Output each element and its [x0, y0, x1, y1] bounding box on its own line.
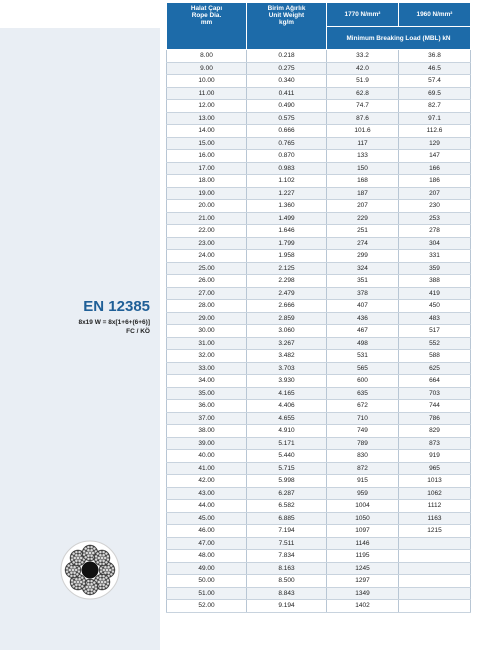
cell-mbl-1960: 450 — [399, 300, 471, 313]
cell-diameter: 47.00 — [167, 537, 247, 550]
cell-mbl-1770: 351 — [327, 275, 399, 288]
cell-diameter: 20.00 — [167, 200, 247, 213]
cell-diameter: 49.00 — [167, 562, 247, 575]
cell-diameter: 19.00 — [167, 187, 247, 200]
cell-weight: 6.582 — [247, 500, 327, 513]
cell-mbl-1770: 407 — [327, 300, 399, 313]
cell-weight: 1.360 — [247, 200, 327, 213]
cell-weight: 7.194 — [247, 525, 327, 538]
cell-mbl-1770: 150 — [327, 162, 399, 175]
cell-mbl-1960: 552 — [399, 337, 471, 350]
cell-weight: 3.930 — [247, 375, 327, 388]
table-row — [167, 350, 471, 363]
table-row — [167, 50, 471, 63]
cell-diameter: 29.00 — [167, 312, 247, 325]
table-row — [167, 387, 471, 400]
cell-mbl-1960: 664 — [399, 375, 471, 388]
table-row — [167, 362, 471, 375]
cell-mbl-1960: 253 — [399, 212, 471, 225]
cell-mbl-1770: 324 — [327, 262, 399, 275]
table-row — [167, 437, 471, 450]
cell-diameter: 37.00 — [167, 412, 247, 425]
table-row — [167, 537, 471, 550]
table-row — [167, 375, 471, 388]
cell-mbl-1770: 1146 — [327, 537, 399, 550]
cell-mbl-1770: 565 — [327, 362, 399, 375]
cell-diameter: 10.00 — [167, 75, 247, 88]
cell-mbl-1960: 388 — [399, 275, 471, 288]
cell-mbl-1960: 36.8 — [399, 50, 471, 63]
cell-diameter: 12.00 — [167, 100, 247, 113]
cell-diameter: 42.00 — [167, 475, 247, 488]
cell-weight: 0.490 — [247, 100, 327, 113]
table-row — [167, 312, 471, 325]
cell-mbl-1770: 1402 — [327, 600, 399, 613]
cell-diameter: 15.00 — [167, 137, 247, 150]
cell-mbl-1770: 1297 — [327, 575, 399, 588]
cell-weight: 2.479 — [247, 287, 327, 300]
cell-diameter: 13.00 — [167, 112, 247, 125]
cell-mbl-1770: 62.8 — [327, 87, 399, 100]
construction-spec — [78, 318, 150, 336]
cell-diameter: 50.00 — [167, 575, 247, 588]
cell-mbl-1960 — [399, 575, 471, 588]
cell-mbl-1770: 789 — [327, 437, 399, 450]
table-row — [167, 212, 471, 225]
cell-mbl-1770: 600 — [327, 375, 399, 388]
table-row — [167, 300, 471, 313]
cell-weight: 1.646 — [247, 225, 327, 238]
cell-mbl-1960 — [399, 550, 471, 563]
cell-mbl-1770: 749 — [327, 425, 399, 438]
cell-mbl-1960: 278 — [399, 225, 471, 238]
cell-mbl-1770: 498 — [327, 337, 399, 350]
cell-mbl-1960 — [399, 562, 471, 575]
cell-diameter: 45.00 — [167, 512, 247, 525]
cell-mbl-1960: 703 — [399, 387, 471, 400]
cell-weight: 2.298 — [247, 275, 327, 288]
cell-mbl-1960: 112.6 — [399, 125, 471, 138]
cell-mbl-1770: 635 — [327, 387, 399, 400]
cell-diameter: 8.00 — [167, 50, 247, 63]
cell-mbl-1770: 1245 — [327, 562, 399, 575]
table-row — [167, 287, 471, 300]
cell-mbl-1770: 436 — [327, 312, 399, 325]
cell-diameter: 25.00 — [167, 262, 247, 275]
cell-weight: 0.411 — [247, 87, 327, 100]
cell-mbl-1770: 378 — [327, 287, 399, 300]
table-row — [167, 337, 471, 350]
wire-rope-cross-section-icon — [60, 540, 120, 600]
cell-diameter: 30.00 — [167, 325, 247, 338]
cell-diameter: 52.00 — [167, 600, 247, 613]
cell-mbl-1770: 531 — [327, 350, 399, 363]
cell-weight: 4.165 — [247, 387, 327, 400]
cell-diameter: 41.00 — [167, 462, 247, 475]
header-grade-1770: 1770 N/mm² — [327, 3, 399, 27]
cell-diameter: 40.00 — [167, 450, 247, 463]
table-row — [167, 262, 471, 275]
cell-diameter: 33.00 — [167, 362, 247, 375]
cell-mbl-1770: 830 — [327, 450, 399, 463]
cell-diameter: 44.00 — [167, 500, 247, 513]
cell-weight: 1.958 — [247, 250, 327, 263]
header-mbl: Minimum Breaking Load (MBL) kN — [327, 27, 471, 50]
cell-weight: 3.482 — [247, 350, 327, 363]
table-row — [167, 162, 471, 175]
cell-mbl-1960: 873 — [399, 437, 471, 450]
table-row — [167, 250, 471, 263]
table-row — [167, 237, 471, 250]
cell-mbl-1770: 87.6 — [327, 112, 399, 125]
cell-diameter: 31.00 — [167, 337, 247, 350]
cell-weight: 0.340 — [247, 75, 327, 88]
cell-diameter: 36.00 — [167, 400, 247, 413]
cell-mbl-1960: 744 — [399, 400, 471, 413]
cell-weight: 0.765 — [247, 137, 327, 150]
cell-mbl-1960: 57.4 — [399, 75, 471, 88]
cell-weight: 0.575 — [247, 112, 327, 125]
cell-weight: 3.060 — [247, 325, 327, 338]
cell-mbl-1960: 517 — [399, 325, 471, 338]
table-row — [167, 412, 471, 425]
table-row — [167, 562, 471, 575]
table-row — [167, 75, 471, 88]
breaking-load-table-container — [166, 2, 470, 613]
cell-mbl-1960: 1112 — [399, 500, 471, 513]
cell-mbl-1960: 230 — [399, 200, 471, 213]
info-panel — [0, 28, 160, 650]
cell-weight: 5.715 — [247, 462, 327, 475]
cell-mbl-1770: 1195 — [327, 550, 399, 563]
table-row — [167, 587, 471, 600]
cell-mbl-1960: 304 — [399, 237, 471, 250]
cell-diameter: 46.00 — [167, 525, 247, 538]
cell-weight: 4.910 — [247, 425, 327, 438]
cell-mbl-1770: 299 — [327, 250, 399, 263]
cell-mbl-1770: 710 — [327, 412, 399, 425]
cell-mbl-1960 — [399, 537, 471, 550]
cell-mbl-1960: 1062 — [399, 487, 471, 500]
cell-mbl-1770: 959 — [327, 487, 399, 500]
cell-weight: 8.500 — [247, 575, 327, 588]
cell-weight: 1.799 — [247, 237, 327, 250]
cell-weight: 2.859 — [247, 312, 327, 325]
cell-weight: 5.171 — [247, 437, 327, 450]
table-row — [167, 125, 471, 138]
cell-mbl-1770: 1050 — [327, 512, 399, 525]
table-row — [167, 600, 471, 613]
cell-weight: 7.834 — [247, 550, 327, 563]
cell-mbl-1960: 359 — [399, 262, 471, 275]
table-row — [167, 87, 471, 100]
cell-diameter: 16.00 — [167, 150, 247, 163]
cell-mbl-1960: 129 — [399, 137, 471, 150]
cell-diameter: 38.00 — [167, 425, 247, 438]
cell-diameter: 24.00 — [167, 250, 247, 263]
header-unit-weight: Birim Ağırlık Unit Weight kg/m — [247, 3, 327, 50]
cell-weight: 7.511 — [247, 537, 327, 550]
table-row — [167, 187, 471, 200]
cell-diameter: 43.00 — [167, 487, 247, 500]
cell-weight: 5.440 — [247, 450, 327, 463]
cell-mbl-1960: 919 — [399, 450, 471, 463]
cell-diameter: 23.00 — [167, 237, 247, 250]
table-row — [167, 475, 471, 488]
cell-diameter: 28.00 — [167, 300, 247, 313]
cell-mbl-1770: 467 — [327, 325, 399, 338]
cell-diameter: 22.00 — [167, 225, 247, 238]
cell-weight: 6.287 — [247, 487, 327, 500]
cell-weight: 0.218 — [247, 50, 327, 63]
cell-weight: 9.194 — [247, 600, 327, 613]
cell-weight: 4.655 — [247, 412, 327, 425]
cell-weight: 3.267 — [247, 337, 327, 350]
cell-weight: 1.499 — [247, 212, 327, 225]
cell-mbl-1770: 251 — [327, 225, 399, 238]
cell-diameter: 35.00 — [167, 387, 247, 400]
cell-mbl-1960: 483 — [399, 312, 471, 325]
cell-weight: 3.703 — [247, 362, 327, 375]
table-row — [167, 550, 471, 563]
cell-weight: 2.666 — [247, 300, 327, 313]
table-row — [167, 325, 471, 338]
cell-diameter: 18.00 — [167, 175, 247, 188]
cell-diameter: 9.00 — [167, 62, 247, 75]
construction-formula: 8x19 W = 8x[1+6+(6+6)] — [78, 319, 150, 326]
cell-mbl-1960: 97.1 — [399, 112, 471, 125]
cell-mbl-1770: 672 — [327, 400, 399, 413]
cell-mbl-1960: 1013 — [399, 475, 471, 488]
cell-mbl-1770: 42.0 — [327, 62, 399, 75]
cell-weight: 4.406 — [247, 400, 327, 413]
standard-title: EN 12385 — [83, 298, 150, 315]
cell-mbl-1770: 872 — [327, 462, 399, 475]
cell-diameter: 51.00 — [167, 587, 247, 600]
cell-mbl-1770: 168 — [327, 175, 399, 188]
table-row — [167, 462, 471, 475]
cell-diameter: 27.00 — [167, 287, 247, 300]
cell-mbl-1960: 419 — [399, 287, 471, 300]
cell-mbl-1960 — [399, 587, 471, 600]
cell-diameter: 48.00 — [167, 550, 247, 563]
cell-weight: 0.983 — [247, 162, 327, 175]
cell-mbl-1960: 207 — [399, 187, 471, 200]
cell-mbl-1960: 46.5 — [399, 62, 471, 75]
table-row — [167, 512, 471, 525]
cell-mbl-1770: 51.9 — [327, 75, 399, 88]
table-body — [167, 50, 471, 613]
cell-weight: 8.163 — [247, 562, 327, 575]
cell-diameter: 26.00 — [167, 275, 247, 288]
cell-diameter: 39.00 — [167, 437, 247, 450]
cell-mbl-1770: 33.2 — [327, 50, 399, 63]
cell-mbl-1770: 187 — [327, 187, 399, 200]
cell-mbl-1770: 274 — [327, 237, 399, 250]
cell-diameter: 21.00 — [167, 212, 247, 225]
cell-mbl-1960 — [399, 600, 471, 613]
breaking-load-table — [166, 2, 471, 613]
cell-mbl-1960: 147 — [399, 150, 471, 163]
cell-mbl-1960: 82.7 — [399, 100, 471, 113]
cell-mbl-1960: 829 — [399, 425, 471, 438]
cell-mbl-1770: 207 — [327, 200, 399, 213]
cell-weight: 1.227 — [247, 187, 327, 200]
table-row — [167, 225, 471, 238]
table-row — [167, 575, 471, 588]
cell-weight: 0.275 — [247, 62, 327, 75]
table-row — [167, 150, 471, 163]
cell-weight: 0.870 — [247, 150, 327, 163]
cell-weight: 2.125 — [247, 262, 327, 275]
table-row — [167, 500, 471, 513]
cell-mbl-1960: 588 — [399, 350, 471, 363]
table-row — [167, 400, 471, 413]
cell-diameter: 32.00 — [167, 350, 247, 363]
cell-mbl-1960: 166 — [399, 162, 471, 175]
cell-diameter: 34.00 — [167, 375, 247, 388]
cell-mbl-1770: 229 — [327, 212, 399, 225]
cell-mbl-1770: 1097 — [327, 525, 399, 538]
cell-weight: 5.998 — [247, 475, 327, 488]
table-row — [167, 112, 471, 125]
table-row — [167, 100, 471, 113]
cell-mbl-1770: 133 — [327, 150, 399, 163]
cell-mbl-1960: 331 — [399, 250, 471, 263]
cell-mbl-1770: 1004 — [327, 500, 399, 513]
table-row — [167, 137, 471, 150]
cell-mbl-1770: 117 — [327, 137, 399, 150]
cell-mbl-1770: 1349 — [327, 587, 399, 600]
table-row — [167, 450, 471, 463]
table-row — [167, 275, 471, 288]
cell-mbl-1960: 786 — [399, 412, 471, 425]
cell-mbl-1960: 186 — [399, 175, 471, 188]
header-grade-1960: 1960 N/mm² — [399, 3, 471, 27]
cell-mbl-1960: 1215 — [399, 525, 471, 538]
cell-mbl-1770: 74.7 — [327, 100, 399, 113]
cell-diameter: 11.00 — [167, 87, 247, 100]
cell-diameter: 14.00 — [167, 125, 247, 138]
cell-mbl-1960: 965 — [399, 462, 471, 475]
table-row — [167, 425, 471, 438]
table-row — [167, 487, 471, 500]
cell-weight: 1.102 — [247, 175, 327, 188]
cell-mbl-1960: 625 — [399, 362, 471, 375]
cell-mbl-1960: 69.5 — [399, 87, 471, 100]
table-row — [167, 62, 471, 75]
table-row — [167, 175, 471, 188]
cell-diameter: 17.00 — [167, 162, 247, 175]
table-row — [167, 200, 471, 213]
cell-weight: 6.885 — [247, 512, 327, 525]
cell-mbl-1770: 915 — [327, 475, 399, 488]
cell-weight: 0.666 — [247, 125, 327, 138]
core-type: FC / KÖ — [126, 328, 150, 335]
table-row — [167, 525, 471, 538]
cell-mbl-1960: 1163 — [399, 512, 471, 525]
header-rope-diameter: Halat Çapı Rope Dia. mm — [167, 3, 247, 50]
cell-mbl-1770: 101.6 — [327, 125, 399, 138]
cell-weight: 8.843 — [247, 587, 327, 600]
